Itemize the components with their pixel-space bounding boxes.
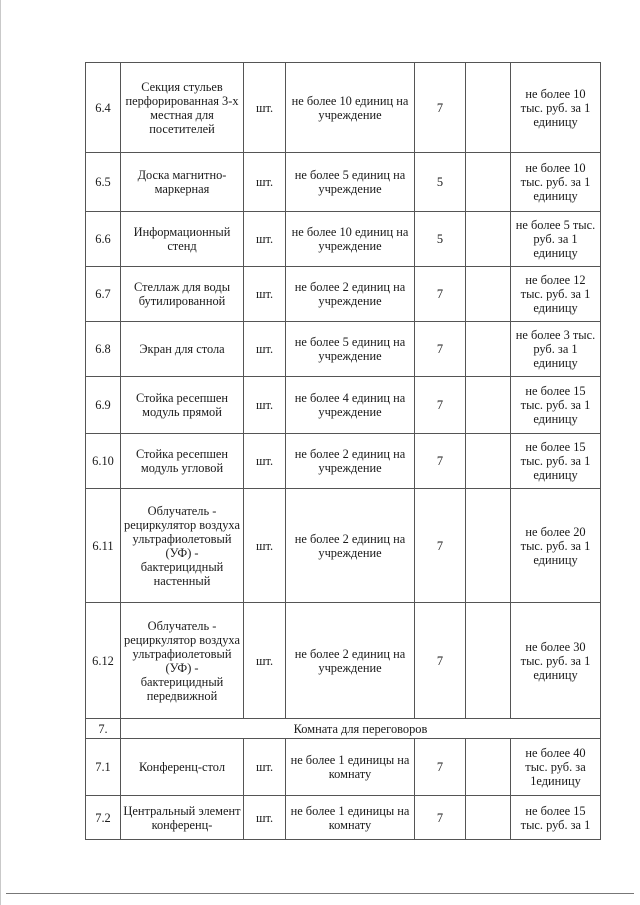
unit: шт. <box>244 377 286 434</box>
row-number: 6.9 <box>86 377 121 434</box>
service-years: 7 <box>415 267 466 322</box>
quantity-norm: не более 1 единицы на комнату <box>286 796 415 840</box>
table-row <box>86 434 601 489</box>
item-name: Экран для стола <box>121 322 244 377</box>
empty-cell <box>466 489 511 603</box>
norms-table <box>85 62 601 840</box>
row-number: 6.4 <box>86 63 121 153</box>
unit: шт. <box>244 603 286 719</box>
table-row <box>86 489 601 603</box>
table-row <box>86 377 601 434</box>
price-limit: не более 15 тыс. руб. за 1 единицу <box>511 377 601 434</box>
table-row <box>86 153 601 212</box>
empty-cell <box>466 63 511 153</box>
unit: шт. <box>244 796 286 840</box>
empty-cell <box>466 322 511 377</box>
table-row <box>86 63 601 153</box>
unit: шт. <box>244 434 286 489</box>
table-row <box>86 603 601 719</box>
section-row <box>86 719 601 739</box>
empty-cell <box>466 267 511 322</box>
price-limit: не более 15 тыс. руб. за 1 единицу <box>511 434 601 489</box>
empty-cell <box>466 212 511 267</box>
price-limit: не более 20 тыс. руб. за 1 единицу <box>511 489 601 603</box>
row-number: 6.7 <box>86 267 121 322</box>
table-row <box>86 267 601 322</box>
table-row <box>86 739 601 796</box>
empty-cell <box>466 796 511 840</box>
section-title: Комната для переговоров <box>121 719 601 739</box>
price-limit: не более 10 тыс. руб. за 1 единицу <box>511 63 601 153</box>
price-limit: не более 3 тыс. руб. за 1 единицу <box>511 322 601 377</box>
price-limit: не более 40 тыс. руб. за 1единицу <box>511 739 601 796</box>
row-number: 6.10 <box>86 434 121 489</box>
service-years: 7 <box>415 796 466 840</box>
unit: шт. <box>244 212 286 267</box>
unit: шт. <box>244 739 286 796</box>
table-row <box>86 322 601 377</box>
table-row <box>86 796 601 840</box>
service-years: 7 <box>415 489 466 603</box>
service-years: 7 <box>415 377 466 434</box>
quantity-norm: не более 5 единиц на учреждение <box>286 322 415 377</box>
unit: шт. <box>244 153 286 212</box>
item-name: Стеллаж для воды бутилированной <box>121 267 244 322</box>
row-number: 7.2 <box>86 796 121 840</box>
item-name: Стойка ресепшен модуль прямой <box>121 377 244 434</box>
empty-cell <box>466 377 511 434</box>
unit: шт. <box>244 267 286 322</box>
price-limit: не более 10 тыс. руб. за 1 единицу <box>511 153 601 212</box>
service-years: 5 <box>415 212 466 267</box>
quantity-norm: не более 5 единиц на учреждение <box>286 153 415 212</box>
price-limit: не более 12 тыс. руб. за 1 единицу <box>511 267 601 322</box>
service-years: 7 <box>415 63 466 153</box>
item-name: Облучатель - рециркулятор воздуха ультрафиолетовый (УФ) - бактерицидный настенный <box>121 489 244 603</box>
item-name: Секция стульев перфорированная 3-х местная для посетителей <box>121 63 244 153</box>
empty-cell <box>466 434 511 489</box>
service-years: 7 <box>415 603 466 719</box>
empty-cell <box>466 153 511 212</box>
quantity-norm: не более 10 единиц на учреждение <box>286 63 415 153</box>
empty-cell <box>466 603 511 719</box>
quantity-norm: не более 10 единиц на учреждение <box>286 212 415 267</box>
item-name: Стойка ресепшен модуль угловой <box>121 434 244 489</box>
item-name: Доска магнитно-маркерная <box>121 153 244 212</box>
bottom-rule <box>6 893 634 894</box>
price-limit: не более 15 тыс. руб. за 1 <box>511 796 601 840</box>
unit: шт. <box>244 489 286 603</box>
row-number: 7.1 <box>86 739 121 796</box>
unit: шт. <box>244 63 286 153</box>
item-name: Облучатель - рециркулятор воздуха ультрафиолетовый (УФ) - бактерицидный передвижной <box>121 603 244 719</box>
service-years: 7 <box>415 739 466 796</box>
quantity-norm: не более 2 единиц на учреждение <box>286 434 415 489</box>
quantity-norm: не более 1 единицы на комнату <box>286 739 415 796</box>
empty-cell <box>466 739 511 796</box>
price-limit: не более 5 тыс. руб. за 1 единицу <box>511 212 601 267</box>
price-limit: не более 30 тыс. руб. за 1 единицу <box>511 603 601 719</box>
row-number: 6.11 <box>86 489 121 603</box>
row-number: 6.5 <box>86 153 121 212</box>
service-years: 7 <box>415 434 466 489</box>
service-years: 7 <box>415 322 466 377</box>
row-number: 6.6 <box>86 212 121 267</box>
section-number: 7. <box>86 719 121 739</box>
row-number: 6.12 <box>86 603 121 719</box>
row-number: 6.8 <box>86 322 121 377</box>
quantity-norm: не более 2 единиц на учреждение <box>286 267 415 322</box>
unit: шт. <box>244 322 286 377</box>
item-name: Центральный элемент конференц- <box>121 796 244 840</box>
quantity-norm: не более 2 единиц на учреждение <box>286 489 415 603</box>
item-name: Информационный стенд <box>121 212 244 267</box>
quantity-norm: не более 2 единиц на учреждение <box>286 603 415 719</box>
item-name: Конференц-стол <box>121 739 244 796</box>
table-row <box>86 212 601 267</box>
quantity-norm: не более 4 единиц на учреждение <box>286 377 415 434</box>
service-years: 5 <box>415 153 466 212</box>
